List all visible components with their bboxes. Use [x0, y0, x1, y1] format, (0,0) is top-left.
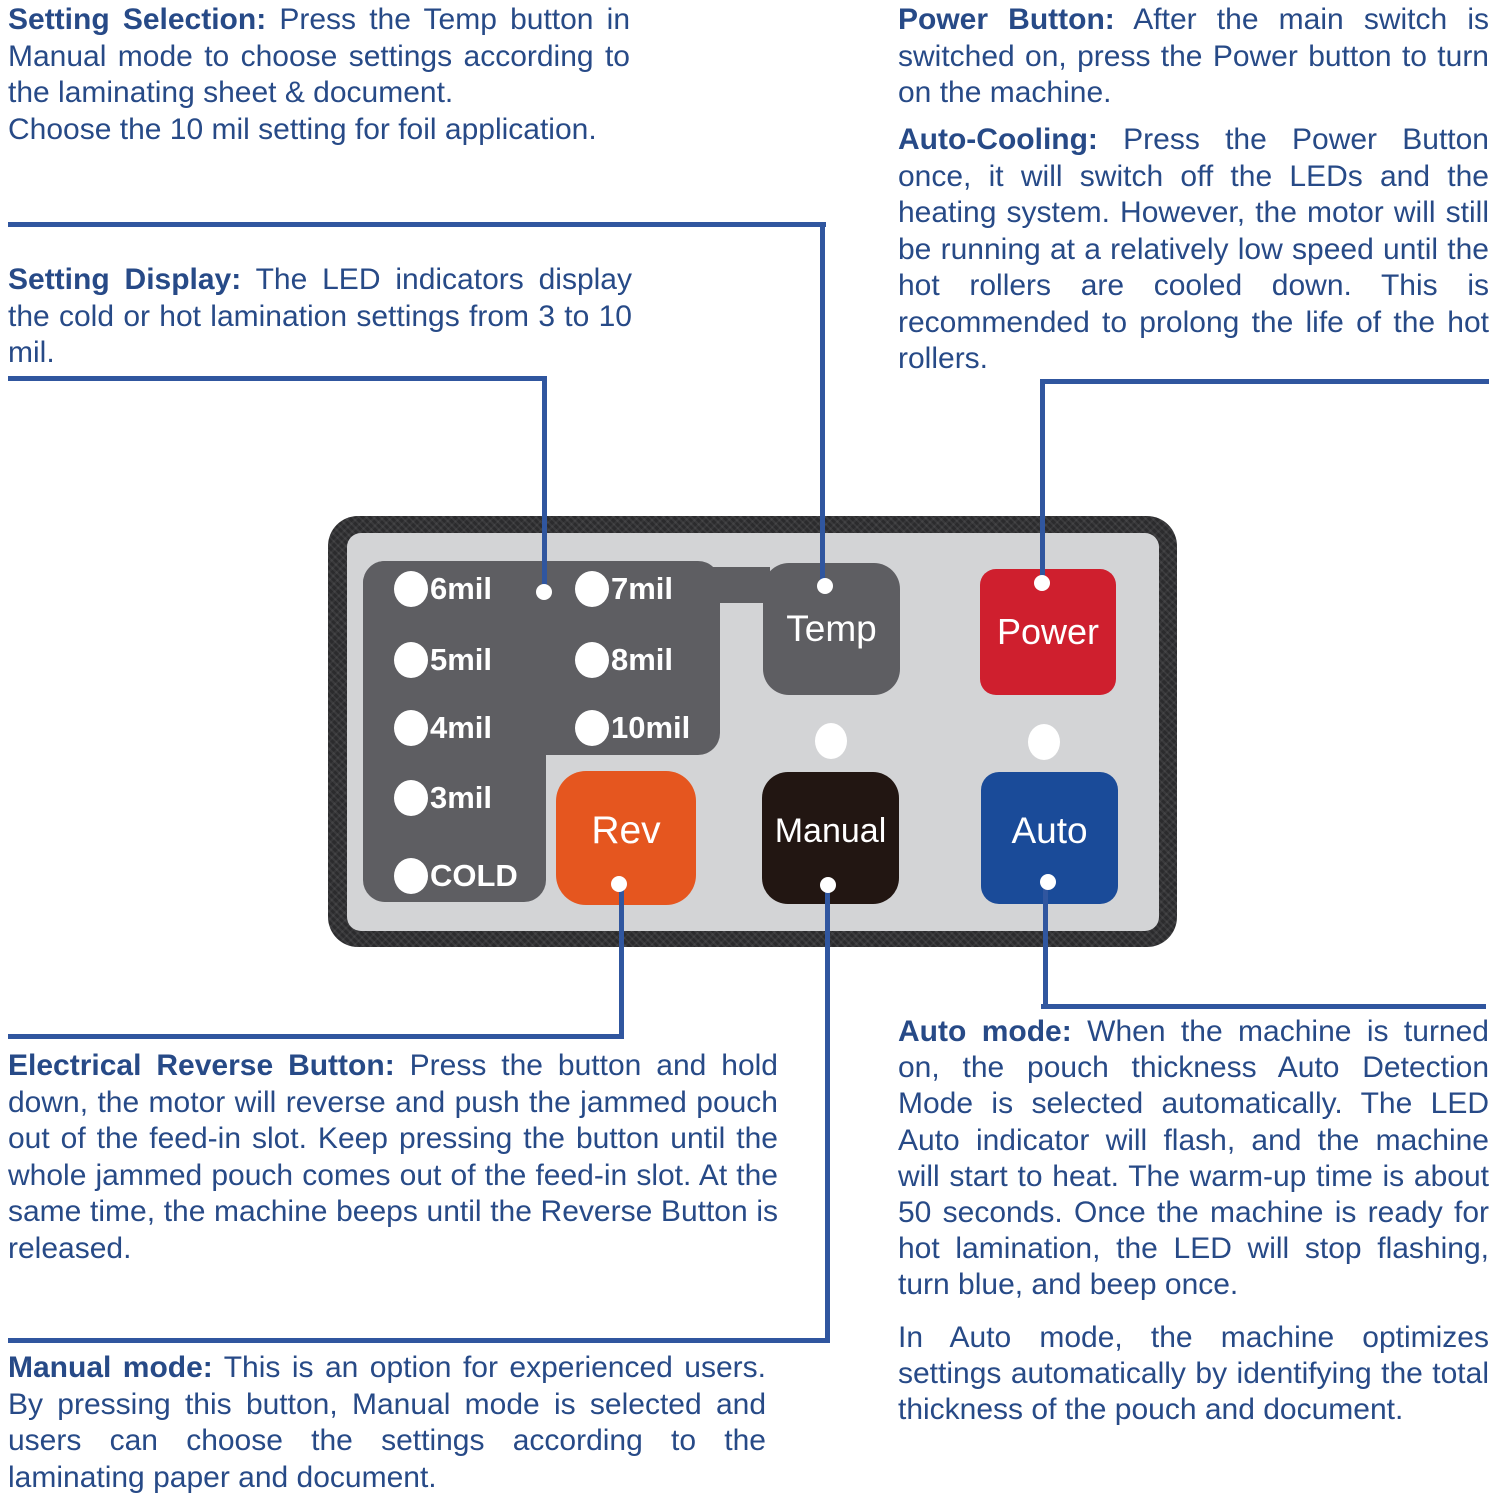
manual-button-label: Manual [774, 811, 887, 850]
connector-auto-h [1041, 1004, 1486, 1009]
annotation-auto-mode [898, 1014, 1489, 1428]
led-5mil [394, 642, 428, 678]
manual-status-led [815, 723, 847, 759]
connector-setting-selection-h [8, 222, 826, 227]
annotation-heading: Power Button: [898, 3, 1115, 36]
led-7mil [575, 571, 609, 607]
connector-rev-v [619, 884, 624, 1039]
annotation-heading: Auto-Cooling: [898, 123, 1098, 156]
led-6mil [394, 571, 428, 607]
setting-display-indicator-dot [536, 584, 552, 600]
annotation-body: The LED indicators display the cold or hot lamination settings from 3 to 10 mil. [8, 263, 632, 369]
annotation-heading: Setting Selection: [8, 3, 267, 36]
annotation-auto-cooling [898, 122, 1489, 378]
led-8mil [575, 642, 609, 678]
connector-setting-display-v [542, 376, 547, 588]
annotation-manual-mode [8, 1350, 766, 1496]
connector-setting-display-h [8, 376, 547, 381]
connector-power-h [1040, 379, 1489, 384]
led-label-6mil: 6mil [430, 571, 493, 606]
annotation-setting-selection [8, 2, 630, 148]
annotation-setting-display [8, 262, 632, 372]
rev-button-dot [611, 876, 627, 892]
connector-auto-v [1043, 882, 1048, 1009]
connector-rev-h [8, 1034, 624, 1039]
led-zone-arm [698, 567, 770, 603]
led-label-4mil: 4mil [430, 710, 493, 745]
connector-power-v [1040, 379, 1045, 579]
power-button-label: Power [996, 611, 1100, 652]
temp-button-label: Temp [786, 608, 877, 649]
led-10mil [575, 710, 609, 746]
connector-setting-selection-v [820, 222, 825, 582]
manual-button-dot [820, 877, 836, 893]
annotation-heading: Auto mode: [898, 1015, 1072, 1048]
annotation-body: Press the Power Button once, it will switch off the LEDs and the heating system. However, the motor will still be running at a relatively low speed until the hot rollers are cooled down. This is recommended to prolong the life of the hot rollers. [898, 123, 1489, 375]
led-label-cold: COLD [430, 858, 518, 893]
annotation-body: Choose the 10 mil setting for foil application. [8, 112, 597, 146]
annotation-power-button [898, 2, 1489, 112]
annotation-body: Press the Temp button in Manual mode to choose settings according to the laminating sheet & document. [8, 3, 631, 109]
led-label-7mil: 7mil [611, 571, 674, 606]
annotation-body: When the machine is turned on, the pouch thickness Auto Detection Mode is selected automatically. The LED Auto indicator will flash, and the machine will start to heat. The warm-up time is about 50 seconds. Once the machine is ready for hot lamination, the LED will stop flashing, turn blue, and beep once. [898, 1015, 1489, 1302]
led-label-10mil: 10mil [611, 710, 691, 745]
connector-manual-h [8, 1338, 830, 1343]
led-label-3mil: 3mil [430, 780, 493, 815]
led-cold [394, 858, 428, 894]
auto-status-led [1028, 724, 1060, 760]
led-label-5mil: 5mil [430, 642, 493, 677]
annotation-electrical-reverse [8, 1048, 778, 1267]
temp-button-dot [817, 578, 833, 594]
annotation-heading: Manual mode: [8, 1351, 213, 1384]
led-label-8mil: 8mil [611, 642, 674, 677]
auto-button-dot [1040, 874, 1056, 890]
annotation-body: This is an option for experienced users. By pressing this button, Manual mode is selected and users can choose the settings according to the laminating paper and document. [8, 1351, 766, 1494]
connector-manual-v [825, 885, 830, 1343]
annotation-body: After the main switch is switched on, press the Power button to turn on the machine. [898, 3, 1489, 109]
annotation-body: In Auto mode, the machine optimizes settings automatically by identifying the total thickness of the pouch and document. [898, 1320, 1489, 1427]
auto-button-label: Auto [1011, 810, 1088, 851]
annotation-body: Press the button and hold down, the motor will reverse and push the jammed pouch out of the feed-in slot. Keep pressing the button until the whole jammed pouch comes out of the feed-in slot. At the same time, the machine beeps until the Reverse Button is released. [8, 1049, 778, 1265]
annotation-heading: Setting Display: [8, 263, 242, 296]
led-4mil [394, 710, 428, 746]
power-button-dot [1034, 575, 1050, 591]
rev-button-label: Rev [591, 809, 661, 852]
led-3mil [394, 780, 428, 816]
annotation-heading: Electrical Reverse Button: [8, 1049, 395, 1082]
